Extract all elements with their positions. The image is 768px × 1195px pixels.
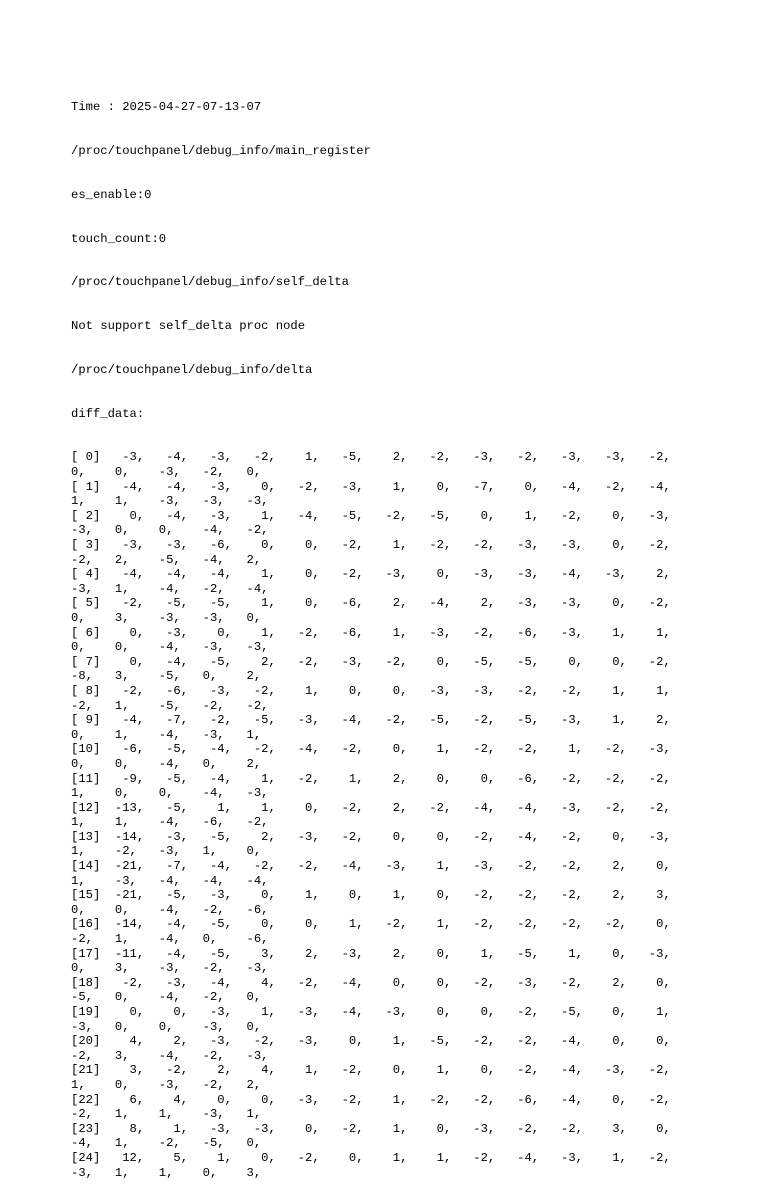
diff-row-10-continued: 0, 0, -4, 0, 2, bbox=[71, 756, 262, 771]
time-line: Time : 2025-04-27-07-13-07 bbox=[71, 100, 262, 115]
diff-row-13: [13] -14, -3, -5, 2, -3, -2, 0, 0, -2, -4, -2, 0, -3, bbox=[71, 829, 671, 844]
diff-row-5-continued: 0, 3, -3, -3, 0, bbox=[71, 610, 262, 625]
diff-row-13-continued: 1, -2, -3, 1, 0, bbox=[71, 844, 262, 859]
diff-row-1: [ 1] -4, -4, -3, 0, -2, -3, 1, 0, -7, 0, -4, -2, -4, bbox=[71, 479, 671, 494]
diff-row-9-continued: 0, 1, -4, -3, 1, bbox=[71, 727, 262, 742]
diff-row-7-continued: -8, 3, -5, 0, 2, bbox=[71, 669, 262, 684]
diff-row-15-continued: 0, 0, -4, -2, -6, bbox=[71, 902, 269, 917]
diff-row-23: [23] 8, 1, -3, -3, 0, -2, 1, 0, -3, -2, -2, 3, 0, bbox=[71, 1121, 671, 1136]
diff-row-20: [20] 4, 2, -3, -2, -3, 0, 1, -5, -2, -2, -4, 0, 0, bbox=[71, 1034, 671, 1049]
log-text-block bbox=[71, 71, 671, 1195]
diff-row-20-continued: -2, 3, -4, -2, -3, bbox=[71, 1048, 269, 1063]
diff-row-19-continued: -3, 0, 0, -3, 0, bbox=[71, 1019, 262, 1034]
diff-row-11: [11] -9, -5, -4, 1, -2, 1, 2, 0, 0, -6, -2, -2, -2, bbox=[71, 771, 671, 786]
self-delta-path: /proc/touchpanel/debug_info/self_delta bbox=[71, 275, 349, 290]
diff-row-6-continued: 0, 0, -4, -3, -3, bbox=[71, 640, 269, 655]
diff-row-21: [21] 3, -2, 2, 4, 1, -2, 0, 1, 0, -2, -4, -3, -2, bbox=[71, 1063, 671, 1078]
self-delta-message: Not support self_delta proc node bbox=[71, 319, 306, 334]
diff-row-15: [15] -21, -5, -3, 0, 1, 0, 1, 0, -2, -2, -2, 2, 3, bbox=[71, 888, 671, 903]
diff-data-table bbox=[71, 450, 671, 1180]
diff-row-17: [17] -11, -4, -5, 3, 2, -3, 2, 0, 1, -5, 1, 0, -3, bbox=[71, 946, 671, 961]
diff-row-24-continued: -3, 1, 1, 0, 3, bbox=[71, 1165, 262, 1180]
diff-row-4: [ 4] -4, -4, -4, 1, 0, -2, -3, 0, -3, -3, -4, -3, 2, bbox=[71, 567, 671, 582]
diff-row-24: [24] 12, 5, 1, 0, -2, 0, 1, 1, -2, -4, -3, 1, -2, bbox=[71, 1150, 671, 1165]
diff-row-0: [ 0] -3, -4, -3, -2, 1, -5, 2, -2, -3, -2, -3, -3, -2, bbox=[71, 450, 671, 465]
diff-row-16: [16] -14, -4, -5, 0, 0, 1, -2, 1, -2, -2, -2, -2, 0, bbox=[71, 917, 671, 932]
diff-row-12: [12] -13, -5, 1, 1, 0, -2, 2, -2, -4, -4, -3, -2, -2, bbox=[71, 800, 671, 815]
diff-row-5: [ 5] -2, -5, -5, 1, 0, -6, 2, -4, 2, -3, -3, 0, -2, bbox=[71, 596, 671, 611]
diff-row-1-continued: 1, 1, -3, -3, -3, bbox=[71, 494, 269, 509]
diff-row-8: [ 8] -2, -6, -3, -2, 1, 0, 0, -3, -3, -2, -2, 1, 1, bbox=[71, 683, 671, 698]
diff-row-18: [18] -2, -3, -4, 4, -2, -4, 0, 0, -2, -3, -2, 2, 0, bbox=[71, 975, 671, 990]
diff-row-12-continued: 1, 1, -4, -6, -2, bbox=[71, 815, 269, 830]
diff-row-22: [22] 6, 4, 0, 0, -3, -2, 1, -2, -2, -6, -4, 0, -2, bbox=[71, 1092, 671, 1107]
diff-row-0-continued: 0, 0, -3, -2, 0, bbox=[71, 465, 262, 480]
diff-row-2-continued: -3, 0, 0, -4, -2, bbox=[71, 523, 269, 538]
diff-row-23-continued: -4, 1, -2, -5, 0, bbox=[71, 1136, 262, 1151]
diff-data-label: diff_data: bbox=[71, 406, 145, 421]
diff-row-2: [ 2] 0, -4, -3, 1, -4, -5, -2, -5, 0, 1, -2, 0, -3, bbox=[71, 508, 671, 523]
diff-row-16-continued: -2, 1, -4, 0, -6, bbox=[71, 932, 269, 947]
diff-row-8-continued: -2, 1, -5, -2, -2, bbox=[71, 698, 269, 713]
es-enable-line: es_enable:0 bbox=[71, 187, 152, 202]
diff-row-19: [19] 0, 0, -3, 1, -3, -4, -3, 0, 0, -2, -5, 0, 1, bbox=[71, 1005, 671, 1019]
diff-row-14-continued: 1, -3, -4, -4, -4, bbox=[71, 873, 269, 888]
diff-row-3: [ 3] -3, -3, -6, 0, 0, -2, 1, -2, -2, -3, -3, 0, -2, bbox=[71, 538, 671, 552]
diff-row-9: [ 9] -4, -7, -2, -5, -3, -4, -2, -5, -2, -5, -3, 1, 2, bbox=[71, 713, 671, 728]
delta-path: /proc/touchpanel/debug_info/delta bbox=[71, 362, 313, 377]
diff-row-3-continued: -2, 2, -5, -4, 2, bbox=[71, 552, 262, 567]
diff-row-22-continued: -2, 1, 1, -3, 1, bbox=[71, 1107, 262, 1122]
diff-row-4-continued: -3, 1, -4, -2, -4, bbox=[71, 581, 269, 596]
diff-row-18-continued: -5, 0, -4, -2, 0, bbox=[71, 990, 262, 1005]
diff-row-21-continued: 1, 0, -3, -2, 2, bbox=[71, 1077, 262, 1092]
diff-row-11-continued: 1, 0, 0, -4, -3, bbox=[71, 786, 269, 801]
diff-row-6: [ 6] 0, -3, 0, 1, -2, -6, 1, -3, -2, -6, -3, 1, 1, bbox=[71, 625, 671, 640]
diff-row-10: [10] -6, -5, -4, -2, -4, -2, 0, 1, -2, -2, 1, -2, -3, bbox=[71, 742, 671, 757]
diff-row-14: [14] -21, -7, -4, -2, -2, -4, -3, 1, -3, -2, -2, 2, 0, bbox=[71, 859, 671, 874]
main-register-path: /proc/touchpanel/debug_info/main_register bbox=[71, 143, 371, 158]
diff-row-7: [ 7] 0, -4, -5, 2, -2, -3, -2, 0, -5, -5, 0, 0, -2, bbox=[71, 654, 671, 669]
touch-count-line: touch_count:0 bbox=[71, 231, 167, 246]
diff-row-17-continued: 0, 3, -3, -2, -3, bbox=[71, 961, 269, 976]
